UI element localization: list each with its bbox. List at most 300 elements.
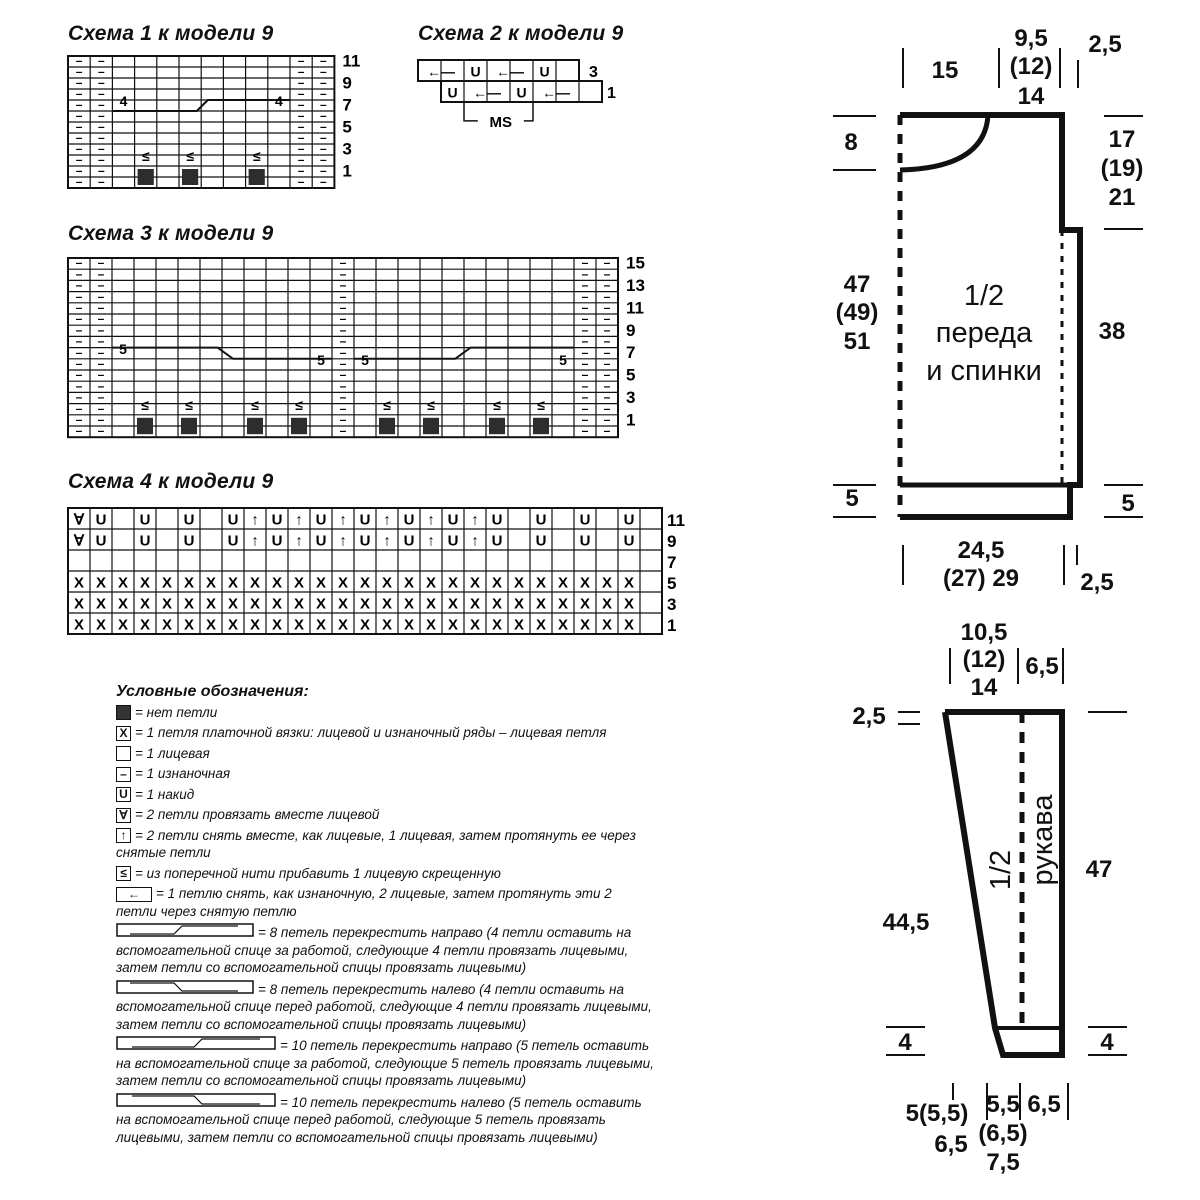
- garter-symbol: X: [271, 616, 283, 634]
- no-stitch-cell: [247, 418, 263, 434]
- purl-symbol: –: [581, 390, 589, 405]
- scheme1-grid: [68, 54, 334, 189]
- garter-symbol: X: [513, 595, 525, 613]
- body-dim-length-3: 51: [843, 328, 871, 355]
- purl-symbol: –: [75, 322, 83, 337]
- yarn-over-symbol: U: [271, 511, 283, 529]
- increase-symbol: ≤: [493, 396, 501, 413]
- no-stitch-cell: [137, 418, 153, 434]
- purl-symbol: –: [581, 266, 589, 281]
- legend-title: Условные обозначения:: [116, 683, 309, 700]
- garter-symbol: X: [579, 616, 591, 634]
- purl-symbol: –: [581, 311, 589, 326]
- garter-symbol: X: [425, 595, 437, 613]
- garter-symbol: X: [95, 616, 107, 634]
- legend-item-cable-8-right: = 8 петель перекрестить направо (4 петли оставить на вспомогательной спице за работой, следующие 4 петли провязать лицевыми, затем петли со вспомогательной спицы провязать лицевыми): [116, 925, 632, 975]
- body-dim-width-1: 24,5: [957, 537, 1005, 564]
- purl-symbol: –: [75, 300, 83, 315]
- scheme4-row-number: 5: [667, 573, 677, 593]
- garter-symbol: X: [227, 616, 239, 634]
- yarn-over-symbol: U: [535, 511, 547, 529]
- legend-item-garter: X = 1 петля платочной вязки: лицевой и изнаночный ряды – лицевая петля: [116, 724, 656, 742]
- garter-symbol: X: [491, 595, 503, 613]
- purl-symbol: –: [319, 108, 327, 123]
- garter-symbol: X: [359, 595, 371, 613]
- body-dim-length-1: 47: [843, 271, 871, 298]
- garter-symbol: X: [73, 595, 85, 613]
- scheme1-row-number: 7: [342, 95, 352, 115]
- garter-symbol: X: [491, 616, 503, 634]
- increase-symbol: ≤: [295, 396, 303, 413]
- scheme2-title: Схема 2 к модели 9: [418, 22, 624, 45]
- purl-symbol: –: [339, 311, 347, 326]
- central-decrease-symbol: ↑: [471, 511, 479, 529]
- legend-item-central-decrease: ↑ = 2 петли снять вместе, как лицевые, 1 лицевая, затем протянуть ее через снятые петли: [116, 827, 636, 860]
- legend-item-knit: = 1 лицевая: [116, 745, 656, 763]
- no-stitch-cell: [291, 418, 307, 434]
- central-decrease-symbol: ↑: [251, 511, 259, 529]
- purl-symbol: –: [339, 401, 347, 416]
- purl-symbol: –: [75, 367, 83, 382]
- knitting-charts: [68, 51, 685, 634]
- sleeve-label-1: 1/2: [985, 849, 1017, 891]
- purl-symbol: –: [603, 300, 611, 315]
- yarn-over-symbol: U: [539, 63, 550, 80]
- body-dim-band-right: 5: [1121, 490, 1135, 517]
- body-dim-width-2: (27) 29: [942, 565, 1020, 592]
- garter-symbol: X: [513, 616, 525, 634]
- purl-symbol: –: [75, 278, 83, 293]
- garter-symbol: X: [139, 616, 151, 634]
- purl-symbol: –: [339, 390, 347, 405]
- purl-symbol: –: [319, 97, 327, 112]
- yarn-over-symbol: U: [183, 532, 195, 550]
- purl-symbol: –: [319, 64, 327, 79]
- cable-label: 5: [119, 340, 127, 357]
- body-dim-length-2: (49): [835, 299, 879, 326]
- scheme4-row-number: 3: [667, 594, 677, 614]
- k2tog-symbol: ∀: [73, 532, 85, 550]
- purl-symbol: –: [75, 356, 83, 371]
- garter-symbol: X: [337, 595, 349, 613]
- garter-symbol: X: [205, 574, 217, 592]
- purl-symbol: –: [297, 86, 305, 101]
- garter-symbol: X: [403, 616, 415, 634]
- purl-symbol: –: [319, 141, 327, 156]
- purl-symbol: –: [97, 255, 105, 270]
- purl-symbol: –: [97, 412, 105, 427]
- cable-10-right-icon: [116, 1036, 276, 1050]
- purl-symbol: –: [97, 289, 105, 304]
- body-dim-top-right: 2,5: [1088, 31, 1122, 58]
- purl-symbol: –: [581, 300, 589, 315]
- purl-symbol: –: [581, 412, 589, 427]
- body-outline: [900, 115, 1080, 517]
- garter-symbol: X: [601, 574, 613, 592]
- purl-symbol: –: [603, 356, 611, 371]
- garter-symbol: X: [117, 616, 129, 634]
- garter-symbol: X: [205, 595, 217, 613]
- scheme4-row-number: 1: [667, 615, 677, 635]
- purl-symbol: –: [297, 75, 305, 90]
- cable-8-right-icon: [116, 923, 254, 937]
- sleeve-dim-left-len: 44,5: [882, 909, 930, 936]
- garter-symbol: X: [403, 574, 415, 592]
- legend-item-purl: – = 1 изнаночная: [116, 765, 656, 783]
- garter-symbol: X: [227, 595, 239, 613]
- knit-stitch-icon: [116, 746, 131, 761]
- no-stitch-cell: [138, 169, 154, 185]
- garter-symbol: X: [73, 574, 85, 592]
- increase-symbol: ≤: [141, 396, 149, 413]
- yarn-over-symbol: U: [447, 511, 459, 529]
- scheme2-row-number: 1: [607, 84, 616, 102]
- purl-symbol: –: [97, 322, 105, 337]
- garter-symbol: X: [183, 616, 195, 634]
- purl-symbol: –: [581, 322, 589, 337]
- sleeve-dim-top-left: 2,5: [852, 703, 886, 730]
- purl-symbol: –: [339, 356, 347, 371]
- purl-symbol: –: [97, 119, 105, 134]
- body-dim-top-mid-1: 9,5: [1014, 25, 1048, 52]
- slip-arrow-symbol: ←—: [427, 63, 455, 80]
- purl-symbol: –: [297, 53, 305, 68]
- purl-symbol: –: [75, 412, 83, 427]
- garter-symbol: X: [315, 616, 327, 634]
- yarn-over-symbol: U: [403, 511, 415, 529]
- garter-symbol: X: [337, 616, 349, 634]
- purl-symbol: –: [581, 278, 589, 293]
- garter-symbol: X: [359, 574, 371, 592]
- purl-symbol: –: [97, 356, 105, 371]
- yarn-over-symbol: U: [447, 84, 458, 101]
- purl-symbol: –: [339, 334, 347, 349]
- legend-item-yarn-over: U = 1 накид: [116, 786, 656, 804]
- increase-symbol: ≤: [427, 396, 435, 413]
- purl-symbol: –: [75, 130, 83, 145]
- scheme1-row-number: 5: [342, 117, 352, 137]
- purl-symbol: –: [603, 278, 611, 293]
- increase-symbol: ≤: [141, 148, 150, 165]
- sleeve-dim-bottom-left-2: 6,5: [934, 1131, 968, 1158]
- purl-symbol: –: [97, 108, 105, 123]
- k2tog-icon: ∀: [116, 808, 131, 823]
- purl-symbol: –: [97, 345, 105, 360]
- purl-symbol: –: [603, 266, 611, 281]
- purl-symbol: –: [339, 345, 347, 360]
- legend-item-increase: ≤ = из поперечной нити прибавить 1 лицевую скрещенную: [116, 865, 656, 883]
- central-decrease-symbol: ↑: [339, 532, 347, 550]
- yarn-over-symbol: U: [139, 532, 151, 550]
- purl-symbol: –: [75, 75, 83, 90]
- purl-symbol: –: [297, 119, 305, 134]
- purl-symbol: –: [75, 108, 83, 123]
- central-decrease-symbol: ↑: [295, 511, 303, 529]
- garter-symbol: X: [249, 616, 261, 634]
- yarn-over-symbol: U: [470, 63, 481, 80]
- purl-symbol: –: [603, 423, 611, 438]
- purl-symbol: –: [97, 75, 105, 90]
- cable-label: 4: [275, 93, 283, 110]
- garter-symbol: X: [623, 574, 635, 592]
- yarn-over-symbol: U: [516, 84, 527, 101]
- increase-icon: ≤: [116, 866, 131, 881]
- garter-symbol: X: [315, 595, 327, 613]
- purl-symbol: –: [319, 86, 327, 101]
- purl-symbol: –: [581, 345, 589, 360]
- garter-symbol: X: [381, 595, 393, 613]
- garter-symbol: X: [579, 595, 591, 613]
- body-dim-armhole-1: 17: [1108, 126, 1136, 153]
- sleeve-dim-bottom-mid-2: (6,5): [978, 1120, 1028, 1147]
- purl-symbol: –: [75, 401, 83, 416]
- central-decrease-symbol: ↑: [471, 532, 479, 550]
- garter-symbol: X: [95, 595, 107, 613]
- sleeve-dim-bottom-right: 6,5: [1027, 1091, 1061, 1118]
- purl-stitch-icon: –: [116, 767, 131, 782]
- purl-symbol: –: [581, 401, 589, 416]
- garter-symbol: X: [469, 574, 481, 592]
- sleeve-label-2: рукава: [1027, 794, 1059, 886]
- purl-symbol: –: [297, 152, 305, 167]
- purl-symbol: –: [97, 278, 105, 293]
- central-decrease-icon: ↑: [116, 828, 131, 843]
- garter-symbol: X: [535, 616, 547, 634]
- yarn-over-symbol: U: [183, 511, 195, 529]
- purl-symbol: –: [581, 289, 589, 304]
- body-dim-band-left: 5: [845, 485, 859, 512]
- legend-item-cable-10-left: = 10 петель перекрестить налево (5 петель оставить на вспомогательной спице перед работой, следующие 5 петель провязать лицевыми, затем петли со вспомогательной спицы провязать лицевыми): [116, 1094, 642, 1145]
- garter-symbol: X: [117, 595, 129, 613]
- purl-symbol: –: [75, 345, 83, 360]
- yarn-over-symbol: U: [579, 532, 591, 550]
- purl-symbol: –: [75, 86, 83, 101]
- garter-symbol: X: [557, 595, 569, 613]
- garter-symbol: X: [117, 574, 129, 592]
- purl-symbol: –: [339, 289, 347, 304]
- purl-symbol: –: [339, 423, 347, 438]
- garter-symbol: X: [469, 595, 481, 613]
- garter-symbol: X: [139, 574, 151, 592]
- purl-symbol: –: [75, 64, 83, 79]
- scheme3-row-number: 15: [626, 253, 645, 273]
- purl-symbol: –: [75, 174, 83, 189]
- scheme1-row-number: 1: [342, 161, 352, 181]
- purl-symbol: –: [297, 163, 305, 178]
- purl-symbol: –: [339, 278, 347, 293]
- purl-symbol: –: [603, 322, 611, 337]
- body-label-1: 1/2: [963, 280, 1005, 312]
- slip-arrow-symbol: ←—: [496, 63, 524, 80]
- yarn-over-icon: U: [116, 787, 131, 802]
- body-dim-armhole-2: (19): [1100, 155, 1144, 182]
- purl-symbol: –: [603, 367, 611, 382]
- purl-symbol: –: [297, 108, 305, 123]
- no-stitch-cell: [533, 418, 549, 434]
- yarn-over-symbol: U: [315, 532, 327, 550]
- purl-symbol: –: [97, 97, 105, 112]
- increase-symbol: ≤: [185, 396, 193, 413]
- scheme4-row-number: 7: [667, 552, 677, 572]
- yarn-over-symbol: U: [359, 511, 371, 529]
- body-dim-bottom-right: 2,5: [1080, 569, 1114, 596]
- scheme4-row-number: 11: [667, 510, 685, 530]
- legend-item-no-stitch: = нет петли: [116, 704, 656, 722]
- scheme3-row-number: 9: [626, 320, 636, 340]
- scheme1-title: Схема 1 к модели 9: [68, 22, 274, 45]
- garter-stitch-icon: X: [116, 726, 131, 741]
- purl-symbol: –: [75, 423, 83, 438]
- yarn-over-symbol: U: [359, 532, 371, 550]
- purl-symbol: –: [297, 174, 305, 189]
- garter-symbol: X: [425, 616, 437, 634]
- garter-symbol: X: [139, 595, 151, 613]
- purl-symbol: –: [319, 75, 327, 90]
- purl-symbol: –: [75, 152, 83, 167]
- scheme2-grid: [418, 60, 616, 131]
- legend-item-cable-10-right: = 10 петель перекрестить направо (5 петель оставить на вспомогательной спице за работой, следующие 5 петель провязать лицевыми, затем петли со вспомогательной спицы провязать лицевыми): [116, 1038, 654, 1088]
- central-decrease-symbol: ↑: [427, 511, 435, 529]
- purl-symbol: –: [97, 64, 105, 79]
- scheme3-row-number: 1: [626, 410, 636, 430]
- purl-symbol: –: [75, 141, 83, 156]
- garter-symbol: X: [491, 574, 503, 592]
- purl-symbol: –: [97, 163, 105, 178]
- scheme3-grid: [68, 256, 618, 438]
- purl-symbol: –: [603, 345, 611, 360]
- purl-symbol: –: [319, 152, 327, 167]
- purl-symbol: –: [97, 130, 105, 145]
- purl-symbol: –: [339, 255, 347, 270]
- yarn-over-symbol: U: [403, 532, 415, 550]
- garter-symbol: X: [447, 595, 459, 613]
- no-stitch-cell: [181, 418, 197, 434]
- central-decrease-symbol: ↑: [295, 532, 303, 550]
- garter-symbol: X: [579, 574, 591, 592]
- yarn-over-symbol: U: [227, 532, 239, 550]
- purl-symbol: –: [603, 289, 611, 304]
- garter-symbol: X: [293, 616, 305, 634]
- purl-symbol: –: [339, 300, 347, 315]
- sleeve-dim-bottom-mid-1: 5,5: [986, 1091, 1020, 1118]
- scheme3-row-number: 13: [626, 276, 645, 296]
- purl-symbol: –: [97, 334, 105, 349]
- garter-symbol: X: [271, 574, 283, 592]
- scheme2-row-number: 3: [589, 63, 598, 81]
- garter-symbol: X: [425, 574, 437, 592]
- yarn-over-symbol: U: [623, 511, 635, 529]
- cable-label: 5: [361, 352, 369, 369]
- yarn-over-symbol: U: [447, 532, 459, 550]
- sleeve-dim-right-len: 47: [1085, 856, 1113, 883]
- purl-symbol: –: [319, 174, 327, 189]
- increase-symbol: ≤: [537, 396, 545, 413]
- purl-symbol: –: [297, 141, 305, 156]
- garter-symbol: X: [381, 616, 393, 634]
- no-stitch-cell: [489, 418, 505, 434]
- sleeve-dim-top-1: 10,5: [960, 619, 1008, 646]
- increase-symbol: ≤: [186, 148, 194, 165]
- sleeve-dim-top-3: 14: [970, 674, 998, 701]
- purl-symbol: –: [339, 412, 347, 427]
- purl-symbol: –: [75, 289, 83, 304]
- purl-symbol: –: [319, 119, 327, 134]
- cable-8-left-icon: [116, 980, 254, 994]
- purl-symbol: –: [97, 423, 105, 438]
- purl-symbol: –: [581, 255, 589, 270]
- sleeve-dim-bottom-mid-3: 7,5: [986, 1149, 1020, 1176]
- purl-symbol: –: [319, 130, 327, 145]
- slip-arrow-icon: ←: [116, 887, 152, 902]
- purl-symbol: –: [97, 390, 105, 405]
- body-label-2: переда: [935, 317, 1033, 349]
- scheme3-title: Схема 3 к модели 9: [68, 222, 274, 245]
- purl-symbol: –: [75, 266, 83, 281]
- garter-symbol: X: [623, 616, 635, 634]
- purl-symbol: –: [603, 378, 611, 393]
- legend: [116, 683, 656, 1149]
- purl-symbol: –: [603, 401, 611, 416]
- yarn-over-symbol: U: [491, 511, 503, 529]
- purl-symbol: –: [297, 97, 305, 112]
- sleeve-dim-top-2: (12): [962, 646, 1006, 673]
- yarn-over-symbol: U: [139, 511, 151, 529]
- scheme1-row-number: 9: [342, 73, 352, 93]
- purl-symbol: –: [603, 255, 611, 270]
- garter-symbol: X: [183, 574, 195, 592]
- purl-symbol: –: [581, 334, 589, 349]
- purl-symbol: –: [75, 378, 83, 393]
- body-dim-top-mid-2: (12): [1009, 53, 1053, 80]
- garter-symbol: X: [205, 616, 217, 634]
- central-decrease-symbol: ↑: [383, 511, 391, 529]
- purl-symbol: –: [75, 97, 83, 112]
- garter-symbol: X: [359, 616, 371, 634]
- cable-label: 5: [317, 352, 325, 369]
- body-dim-top-mid-3: 14: [1017, 83, 1045, 110]
- no-stitch-cell: [182, 169, 198, 185]
- garter-symbol: X: [513, 574, 525, 592]
- purl-symbol: –: [97, 401, 105, 416]
- body-dim-side: 38: [1098, 318, 1126, 345]
- scheme3-row-number: 5: [626, 365, 636, 385]
- purl-symbol: –: [75, 255, 83, 270]
- garter-symbol: X: [447, 616, 459, 634]
- purl-symbol: –: [97, 152, 105, 167]
- legend-item-cable-8-left: = 8 петель перекрестить налево (4 петли оставить на вспомогательной спице перед работой, следующие 4 петли провязать лицевыми, затем петли со вспомогательной спицы провязать лицевыми): [116, 981, 652, 1032]
- purl-symbol: –: [75, 311, 83, 326]
- garter-symbol: X: [271, 595, 283, 613]
- sleeve-dim-cuff-left: 4: [898, 1029, 912, 1056]
- yarn-over-symbol: U: [491, 532, 503, 550]
- increase-symbol: ≤: [251, 396, 259, 413]
- slip-arrow-symbol: ←—: [473, 84, 501, 101]
- purl-symbol: –: [339, 266, 347, 281]
- yarn-over-symbol: U: [315, 511, 327, 529]
- cable-10-left-icon: [116, 1093, 276, 1107]
- garter-symbol: X: [293, 574, 305, 592]
- purl-symbol: –: [97, 367, 105, 382]
- body-label-3: и спинки: [926, 355, 1042, 387]
- purl-symbol: –: [339, 322, 347, 337]
- neck-curve: [900, 115, 988, 170]
- yarn-over-symbol: U: [227, 511, 239, 529]
- sleeve-dim-top-right: 6,5: [1025, 653, 1059, 680]
- purl-symbol: –: [581, 367, 589, 382]
- legend-item-slip: ← = 1 петлю снять, как изнаночную, 2 лицевые, затем протянуть эти 2 петли через снятую петлю: [116, 886, 612, 919]
- purl-symbol: –: [97, 378, 105, 393]
- no-stitch-cell: [423, 418, 439, 434]
